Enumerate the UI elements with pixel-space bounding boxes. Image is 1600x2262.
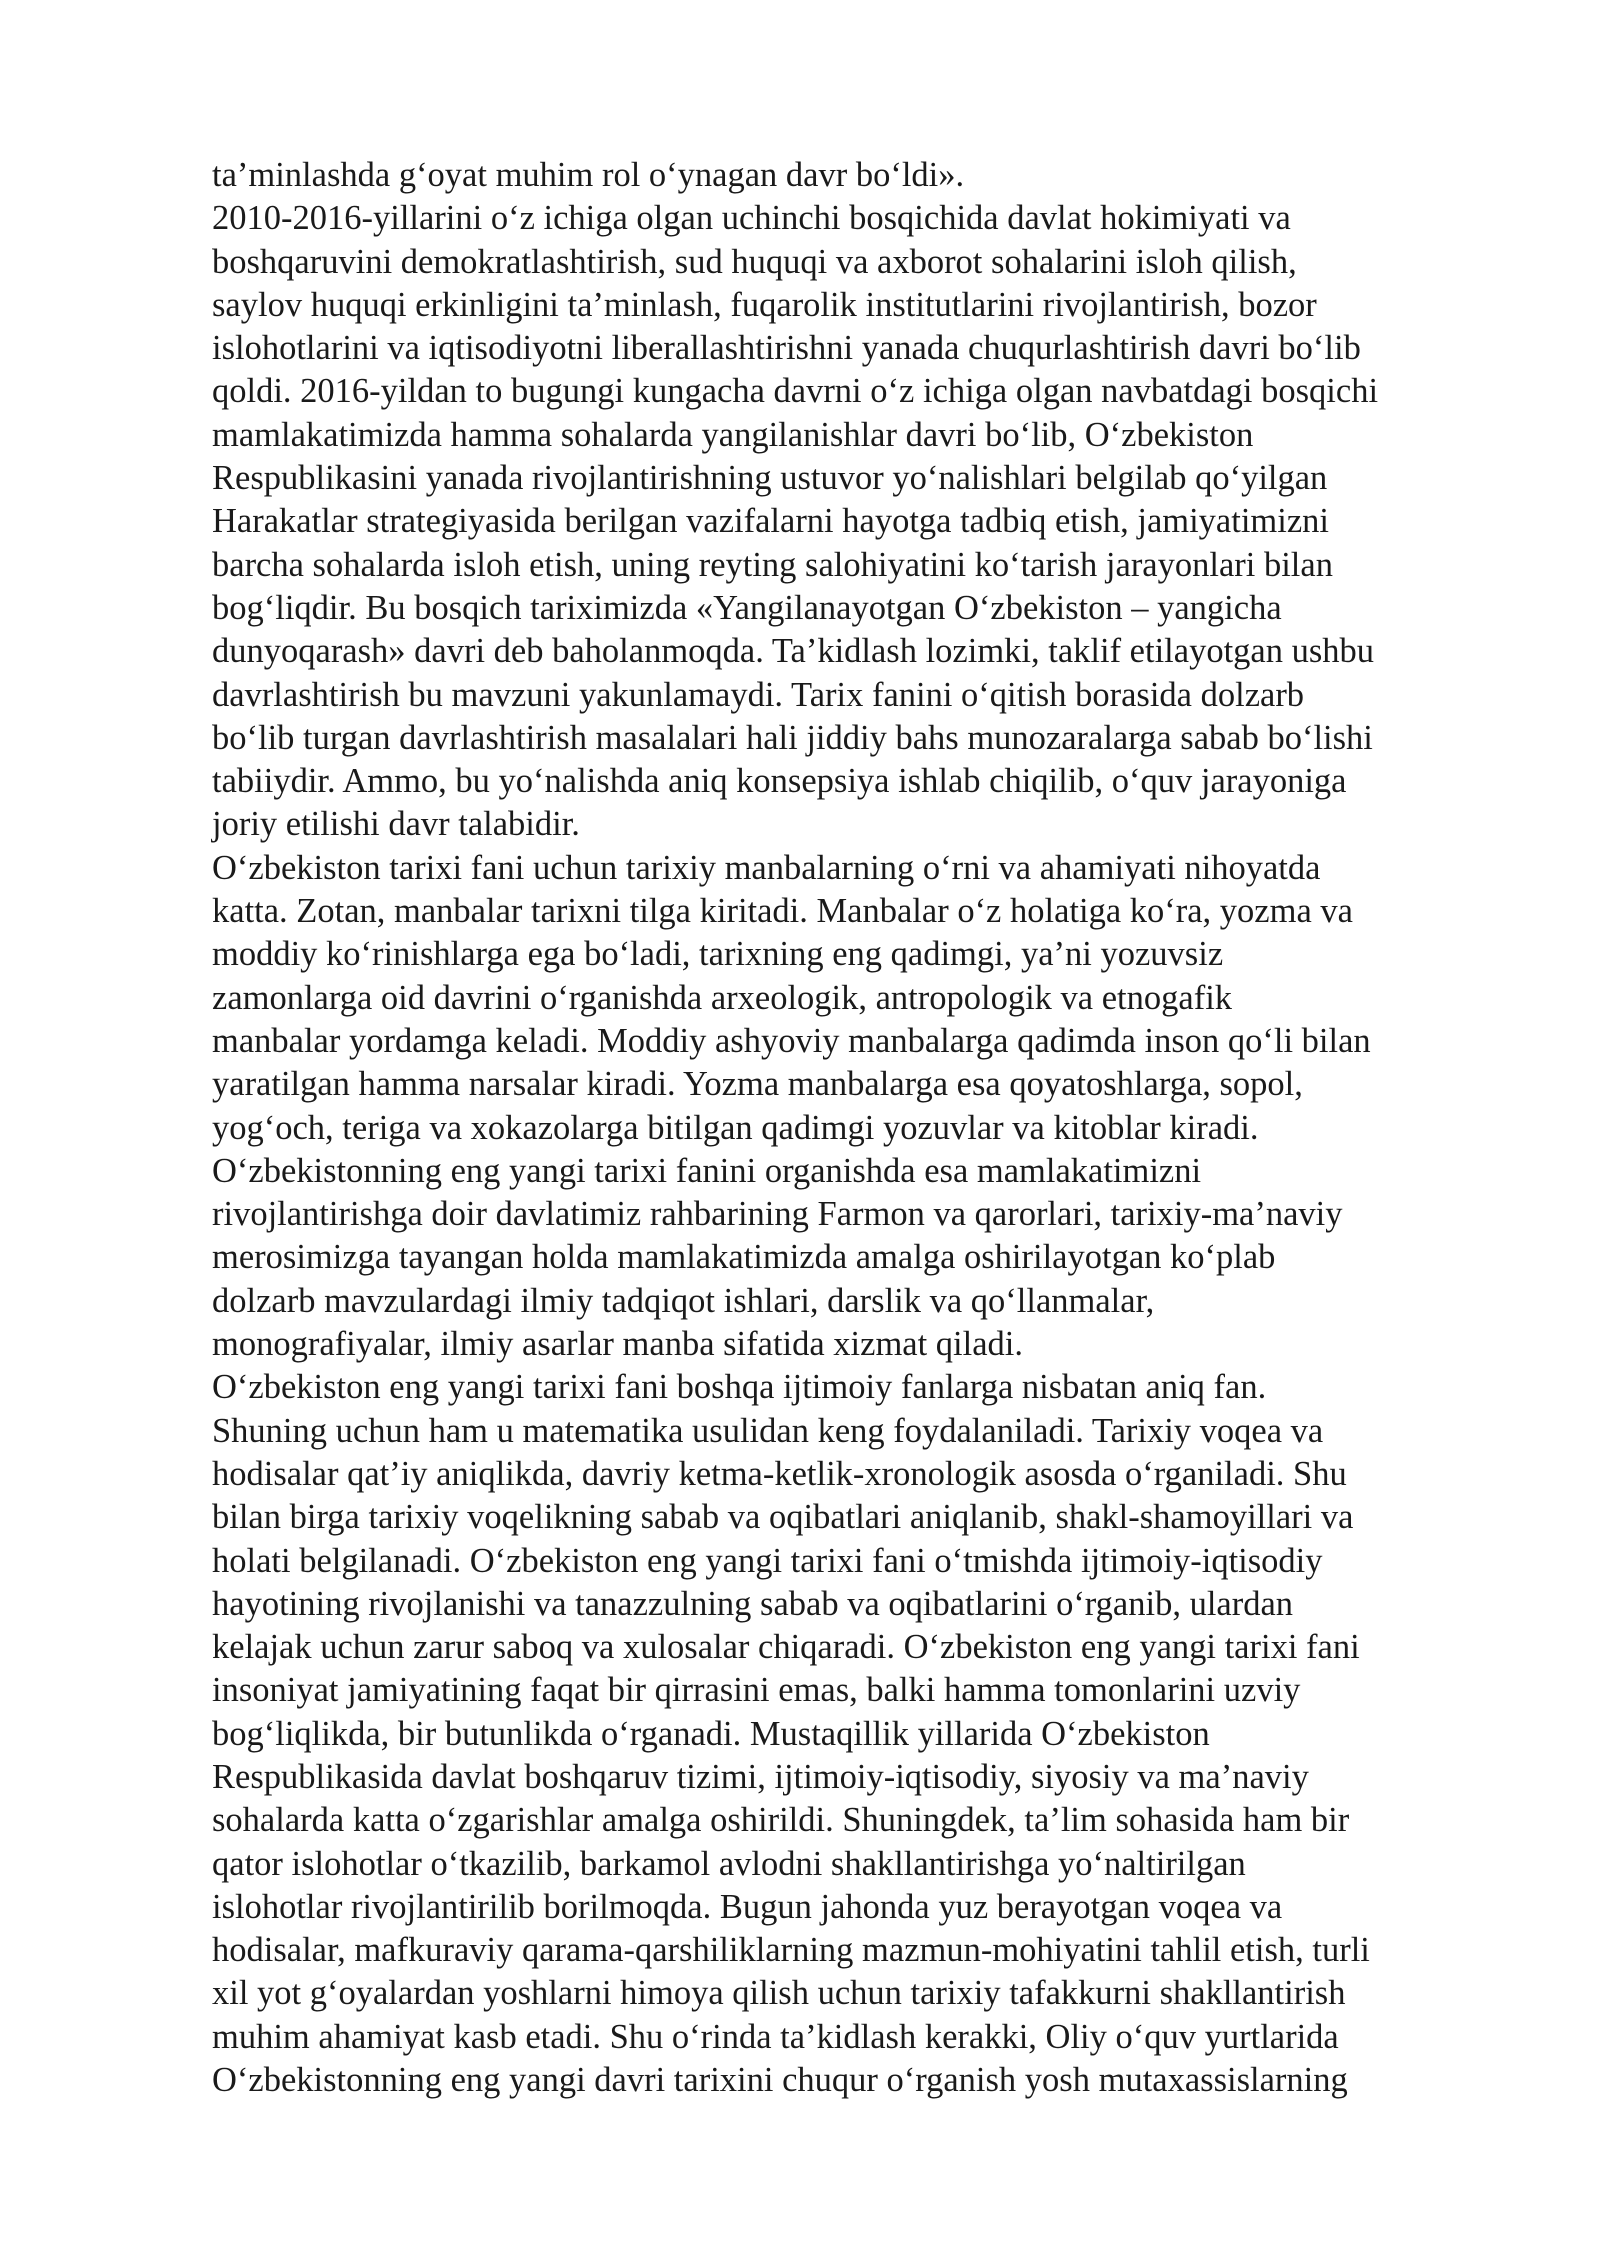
text-line: hayotining rivojlanishi va tanazzulning sabab va oqibatlarini o‘rganib, ulardan [212,1584,1294,1623]
text-line: mamlakatimizda hamma sohalarda yangilanishlar davri bo‘lib, O‘zbekiston [212,415,1254,454]
body-text [212,154,1502,2102]
text-line: Harakatlar strategiyasida berilgan vazifalarni hayotga tadbiq etish, jamiyatimizni [212,502,1329,541]
text-line: tabiiydir. Ammo, bu yo‘nalishda aniq konsepsiya ishlab chiqilib, o‘quv jarayoniga [212,762,1347,801]
text-line: Shuning uchun ham u matematika usulidan keng foydalaniladi. Tarixiy voqea va [212,1411,1324,1450]
text-line: bog‘liqdir. Bu bosqich tariximizda «Yangilanayotgan O‘zbekiston – yangicha [212,588,1282,627]
text-line: saylov huquqi erkinligini ta’minlash, fuqarolik institutlarini rivojlantirish, bozor [212,285,1317,324]
text-line: bog‘liqlikda, bir butunlikda o‘rganadi. Mustaqillik yillarida O‘zbekiston [212,1714,1210,1753]
text-line: kelajak uchun zarur saboq va xulosalar chiqaradi. O‘zbekiston eng yangi tarixi fani [212,1628,1360,1667]
text-line: davrlashtirish bu mavzuni yakunlamaydi. Tarix fanini o‘qitish borasida dolzarb [212,675,1305,714]
text-line: islohotlar rivojlantirilib borilmoqda. Bugun jahonda yuz berayotgan voqea va [212,1887,1283,1926]
text-line: xil yot g‘oyalardan yoshlarni himoya qilish uchun tarixiy tafakkurni shakllantirish [212,1974,1346,2013]
text-line: islohotlarini va iqtisodiyotni liberallashtirishni yanada chuqurlashtirish davri bo‘lib [212,329,1361,368]
text-line: ta’minlashda g‘oyat muhim rol o‘ynagan davr bo‘ldi». [212,156,965,194]
text-line: Respublikasini yanada rivojlantirishning ustuvor yo‘nalishlari belgilab qo‘yilgan [212,459,1328,498]
text-line: barcha sohalarda isloh etish, uning reyting salohiyatini ko‘tarish jarayonlari bilan [212,545,1333,584]
text-line: sohalarda katta o‘zgarishlar amalga oshirildi. Shuningdek, ta’lim sohasida ham bir [212,1801,1350,1840]
text-line: O‘zbekiston eng yangi tarixi fani boshqa ijtimoiy fanlarga nisbatan aniq fan. [212,1368,1267,1407]
text-line: yaratilgan hamma narsalar kiradi. Yozma manbalarga esa qoyatoshlarga, sopol, [212,1065,1303,1104]
text-line: moddiy ko‘rinishlarga ega bo‘ladi, tarixning eng qadimgi, ya’ni yozuvsiz [212,935,1224,974]
text-line: bilan birga tarixiy voqelikning sabab va oqibatlari aniqlanib, shakl-shamoyillari va [212,1498,1354,1537]
text-line: qator islohotlar o‘tkazilib, barkamol avlodni shakllantirishga yo‘naltirilgan [212,1844,1246,1883]
text-line: O‘zbekiston tarixi fani uchun tarixiy manbalarning o‘rni va ahamiyati nihoyatda [212,848,1321,887]
text-line: O‘zbekistonning eng yangi davri tarixini chuqur o‘rganish yosh mutaxassislarning [212,2061,1348,2100]
text-line: yog‘och, teriga va xokazolarga bitilgan qadimgi yozuvlar va kitoblar kiradi. [212,1108,1259,1147]
text-line: dunyoqarash» davri deb baholanmoqda. Ta’kidlash lozimki, taklif etilayotgan ushbu [212,632,1375,671]
text-line: hodisalar, mafkuraviy qarama-qarshiliklarning mazmun-mohiyatini tahlil etish, turli [212,1931,1370,1970]
text-line: hodisalar qat’iy aniqlikda, davriy ketma-ketlik-xronologik asosda o‘rganiladi. Shu [212,1454,1347,1493]
text-line: zamonlarga oid davrini o‘rganishda arxeologik, antropologik va etnogafik [212,978,1233,1017]
text-line: qoldi. 2016-yildan to bugungi kungacha davrni o‘z ichiga olgan navbatdagi bosqichi [212,372,1379,411]
text-line: manbalar yordamga keladi. Moddiy ashyoviy manbalarga qadimda inson qo‘li bilan [212,1021,1371,1060]
text-line: bo‘lib turgan davrlashtirish masalalari hali jiddiy bahs munozaralarga sabab bo‘lishi [212,718,1373,757]
text-line: katta. Zotan, manbalar tarixni tilga kiritadi. Manbalar o‘z holatiga ko‘ra, yozma va [212,892,1353,931]
text-line: Respublikasida davlat boshqaruv tizimi, ijtimoiy-iqtisodiy, siyosiy va ma’naviy [212,1757,1309,1796]
text-line: insoniyat jamiyatining faqat bir qirrasini emas, balki hamma tomonlarini uzviy [212,1671,1301,1710]
text-line: muhim ahamiyat kasb etadi. Shu o‘rinda ta’kidlash kerakki, Oliy o‘quv yurtlarida [212,2017,1339,2056]
text-line: merosimizga tayangan holda mamlakatimizda amalga oshirilayotgan ko‘plab [212,1238,1276,1277]
text-line: 2010-2016-yillarini o‘z ichiga olgan uchinchi bosqichida davlat hokimiyati va [212,199,1291,238]
text-line: monografiyalar, ilmiy asarlar manba sifatida xizmat qiladi. [212,1325,1024,1364]
text-line: dolzarb mavzulardagi ilmiy tadqiqot ishlari, darslik va qo‘llanmalar, [212,1281,1155,1320]
text-line: rivojlantirishga doir davlatimiz rahbarining Farmon va qarorlari, tarixiy-ma’naviy [212,1195,1343,1234]
text-line: holati belgilanadi. O‘zbekiston eng yangi tarixi fani o‘tmishda ijtimoiy-iqtisodiy [212,1541,1323,1580]
text-line: boshqaruvini demokratlashtirish, sud huquqi va axborot sohalarini isloh qilish, [212,242,1297,281]
text-line: joriy etilishi davr talabidir. [212,805,580,844]
text-line: O‘zbekistonning eng yangi tarixi fanini organishda esa mamlakatimizni [212,1151,1202,1190]
